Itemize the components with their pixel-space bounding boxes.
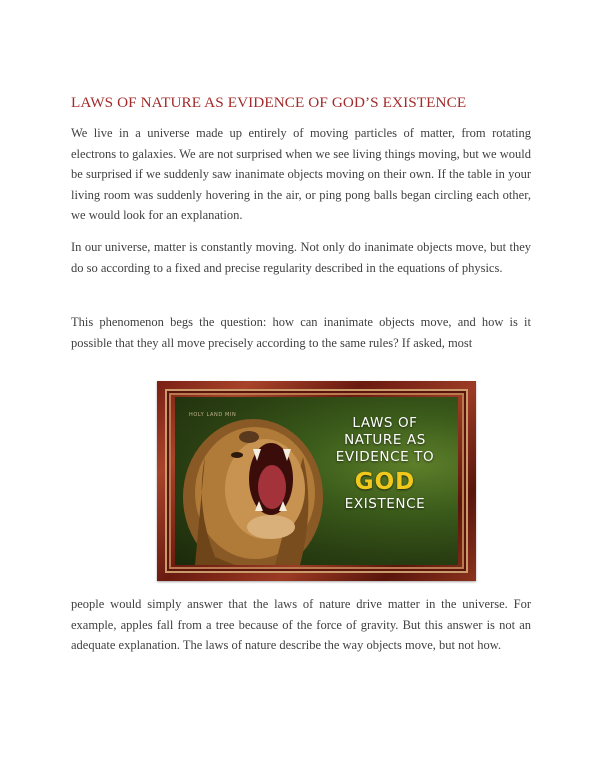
poster-line-2: NATURE AS <box>344 432 426 448</box>
poster-line-god: GOD <box>354 469 416 495</box>
poster-line-1: LAWS OF <box>352 415 418 431</box>
poster-caption <box>325 415 445 513</box>
poster-watermark: HOLY LAND MIN <box>189 412 237 418</box>
page-title: LAWS OF NATURE AS EVIDENCE OF GOD’S EXISTENCE <box>71 94 467 111</box>
paragraph-4: people would simply answer that the laws of nature drive matter in the universe. For example, apples fall from a tree because of the force of gravity. But this answer is not an adequate explanation. The laws of nature describe the way objects move, but not how. <box>71 597 531 653</box>
poster-line-5: EXISTENCE <box>344 496 426 512</box>
framed-poster-image <box>157 381 476 581</box>
paragraph-3: This phenomenon begs the question: how can inanimate objects move, and how is it possible that they all move precisely according to the same rules? If asked, most <box>71 315 531 350</box>
poster-line-3: EVIDENCE TO <box>335 449 435 465</box>
paragraph-1: We live in a universe made up entirely of moving particles of matter, from rotating electrons to galaxies. We are not surprised when we see living things moving, but we would be surprised if we suddenly saw inanimate objects moving on their own. If the table in your living room was suddenly hovering in the air, or ping pong balls began circling each other, we would look for an explanation. <box>71 126 531 223</box>
poster-canvas <box>175 397 458 565</box>
paragraph-2: In our universe, matter is constantly moving. Not only do inanimate objects move, but they do so according to a fixed and precise regularity described in the equations of physics. <box>71 240 531 275</box>
